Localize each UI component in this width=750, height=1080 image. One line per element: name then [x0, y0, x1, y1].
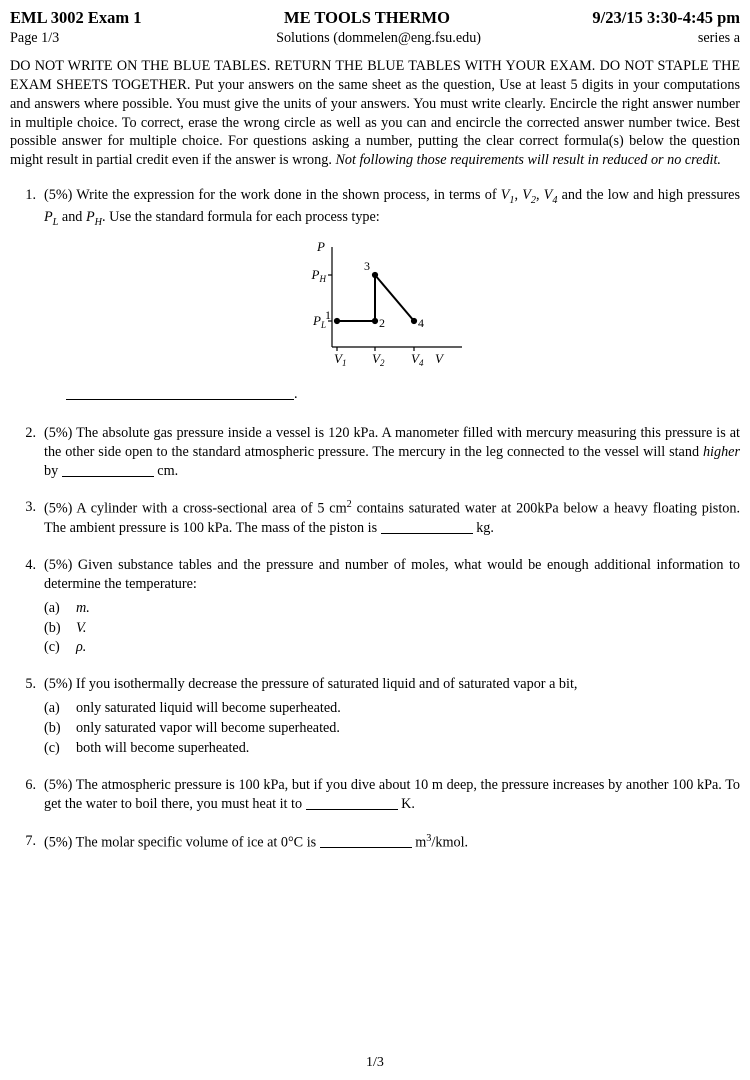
point-label-4: 4 — [418, 315, 424, 330]
instructions-block — [10, 57, 740, 170]
question-5-number: 5. — [25, 676, 36, 693]
process-3-4 — [375, 275, 414, 321]
choice-5c-text: both will become superheated. — [76, 739, 250, 756]
question-2-number: 2. — [25, 424, 36, 441]
question-7 — [10, 832, 740, 853]
question-7-text-a: The molar specific volume of ice at 0°C is — [75, 834, 317, 851]
answer-blank-3[interactable] — [381, 533, 473, 534]
question-7-points: (5%) — [44, 834, 73, 851]
question-1-text-b: and the low and high pressures — [557, 187, 740, 204]
question-5-choices — [44, 699, 740, 758]
question-4-choices — [44, 599, 740, 658]
state-point-4 — [411, 318, 417, 324]
choice-5c[interactable] — [44, 739, 740, 758]
question-7-unit-pre: m — [415, 834, 427, 851]
var-ph: $P_H$ — [85, 208, 103, 228]
choice-4b[interactable] — [44, 619, 740, 638]
var-pl: $P_L$ — [44, 208, 59, 228]
question-7-number: 7. — [25, 832, 36, 849]
exam-title: ME TOOLS THERMO — [284, 8, 450, 27]
question-1-points: (5%) — [44, 187, 73, 204]
answer-blank-row-1: . — [66, 385, 740, 404]
x-label-v4: $V_4$ — [411, 350, 424, 368]
var-v1: $V_1$ — [500, 187, 515, 206]
answer-blank-1[interactable] — [66, 399, 294, 400]
state-point-3 — [372, 272, 378, 278]
answer-blank-6[interactable] — [306, 809, 398, 810]
question-2-points: (5%) — [44, 424, 73, 441]
series-label: series a — [697, 30, 740, 47]
question-2-emphasis: higher — [702, 443, 740, 460]
question-1: 1. (5%) Write the expression for the work done in the shown process, in terms of $V_1$, $V_2$, $V_4$ and the low and high pressures $P_L$ and $P_H$. Use the standard formula for each process type: P $P_H$ $P_L$ 1 2 3 4 $V_1$ $V_2$ $V_4$ V . — [10, 186, 740, 404]
solutions-contact: Solutions (dommelen@eng.fsu.edu) — [276, 30, 482, 47]
axis-label-p: P — [317, 238, 325, 254]
instructions-emphasis: Not following those requirements will result in reduced or no credit. — [335, 152, 721, 169]
question-2-text-a: The absolute gas pressure inside a vessel is 120 kPa. A manometer filled with mercury measuring this pressure is at the other side open to the standard atmospheric pressure. The mercury in the leg connected to the vessel will stand — [44, 424, 740, 460]
y-label-ph: $P_H$ — [311, 266, 326, 284]
choice-4b-label: (b) — [44, 619, 61, 636]
page-footer: 1/3 — [366, 1054, 384, 1070]
question-3-points: (5%) — [44, 501, 73, 518]
question-4-text-a: Given substance tables and the pressure and number of moles, what would be enough additional information to determine the temperature: — [44, 556, 741, 592]
page-label: Page 1/3 — [10, 30, 60, 47]
choice-4c[interactable] — [44, 638, 740, 657]
question-2-text-b: by — [44, 462, 59, 479]
question-3-exponent: 2 — [346, 499, 352, 511]
point-label-3: 3 — [364, 258, 370, 273]
question-3-unit: kg. — [476, 520, 494, 537]
choice-4a-label: (a) — [44, 599, 60, 616]
pv-diagram-svg — [272, 239, 512, 369]
choice-5b-text: only saturated vapor will become superheated. — [76, 720, 340, 737]
choice-5b[interactable] — [44, 719, 740, 738]
question-3-text-a: A cylinder with a cross-sectional area of 5 cm — [76, 501, 347, 518]
question-3-text-b: contains saturated water at 200kPa below a heavy floating piston. The ambient pressure is 100 kPa. The mass of the piston is — [44, 501, 740, 537]
choice-5a-label: (a) — [44, 700, 60, 717]
choice-4a[interactable] — [44, 599, 740, 618]
choice-4a-text: m. — [76, 599, 90, 616]
choice-5a[interactable] — [44, 699, 740, 718]
x-label-v2: $V_2$ — [372, 350, 385, 368]
question-6-text-a: The atmospheric pressure is 100 kPa, but if you dive about 10 m deep, the pressure increases by another 100 kPa. To get the water to boil there, you must heat it to — [44, 776, 740, 812]
answer-blank-2[interactable] — [62, 476, 154, 477]
y-label-pl: $P_L$ — [313, 312, 326, 330]
choice-4b-text: V. — [76, 619, 87, 636]
question-1-number: 1. — [25, 187, 36, 204]
choice-4c-text: ρ. — [76, 639, 87, 656]
question-4-points: (5%) — [44, 556, 73, 573]
question-5 — [10, 675, 740, 758]
state-point-1 — [334, 318, 340, 324]
choice-5b-label: (b) — [44, 720, 61, 737]
exam-datetime: 9/23/15 3:30-4:45 pm — [592, 8, 740, 27]
state-point-2 — [372, 318, 378, 324]
var-v4: $V_4$ — [543, 187, 558, 206]
question-6-points: (5%) — [44, 776, 73, 793]
choice-4c-label: (c) — [44, 639, 60, 656]
question-3 — [10, 498, 740, 537]
x-label-v1: $V_1$ — [334, 350, 347, 368]
point-label-1: 1 — [325, 307, 331, 322]
question-4-number: 4. — [25, 556, 36, 573]
question-1-text-c: Use the standard formula for each process type: — [105, 208, 380, 225]
course-title: EML 3002 Exam 1 — [10, 8, 142, 27]
question-7-unit-exponent: 3 — [426, 832, 432, 844]
question-2 — [10, 424, 740, 481]
question-3-number: 3. — [25, 499, 36, 516]
header-line-2 — [10, 29, 740, 47]
question-6 — [10, 776, 740, 814]
header-line-1 — [10, 7, 740, 28]
question-7-unit-post: /kmol. — [431, 834, 469, 851]
question-5-points: (5%) — [44, 676, 73, 693]
question-list — [10, 186, 740, 852]
question-4 — [10, 556, 740, 657]
point-label-2: 2 — [379, 315, 385, 330]
var-v2: $V_2$ — [522, 187, 536, 206]
question-1-text-a: Write the expression for the work done in the shown process, in terms of — [76, 187, 501, 204]
question-6-unit: K. — [401, 795, 415, 812]
choice-5a-text: only saturated liquid will become superheated. — [76, 700, 341, 717]
choice-5c-label: (c) — [44, 739, 60, 756]
question-2-unit: cm. — [157, 462, 179, 479]
axis-label-v: V — [435, 350, 443, 366]
answer-blank-7[interactable] — [320, 847, 412, 848]
instructions-text: DO NOT WRITE ON THE BLUE TABLES. RETURN THE BLUE TABLES WITH YOUR EXAM. DO NOT STAPLE THE EXAM SHEETS TOGETHER. Put your answers on the same sheet as the question, Use at least 5 digits in your computations and answers where possible. You must give the units of your answers. You must write clearly. Encircle the right answer number in multiple choice. To correct, erase the wrong circle as well as you can and encircle the corrected answer number twice. Best possible answer for multiple choice. For questions asking a number, putting the clear correct formula(s) below the question might result in partial credit even if the answer is wrong. — [10, 57, 740, 169]
pv-diagram-figure — [44, 239, 740, 369]
question-6-number: 6. — [25, 776, 36, 793]
question-5-text-a: If you isothermally decrease the pressure of saturated liquid and of saturated vapor a bit, — [75, 676, 578, 693]
